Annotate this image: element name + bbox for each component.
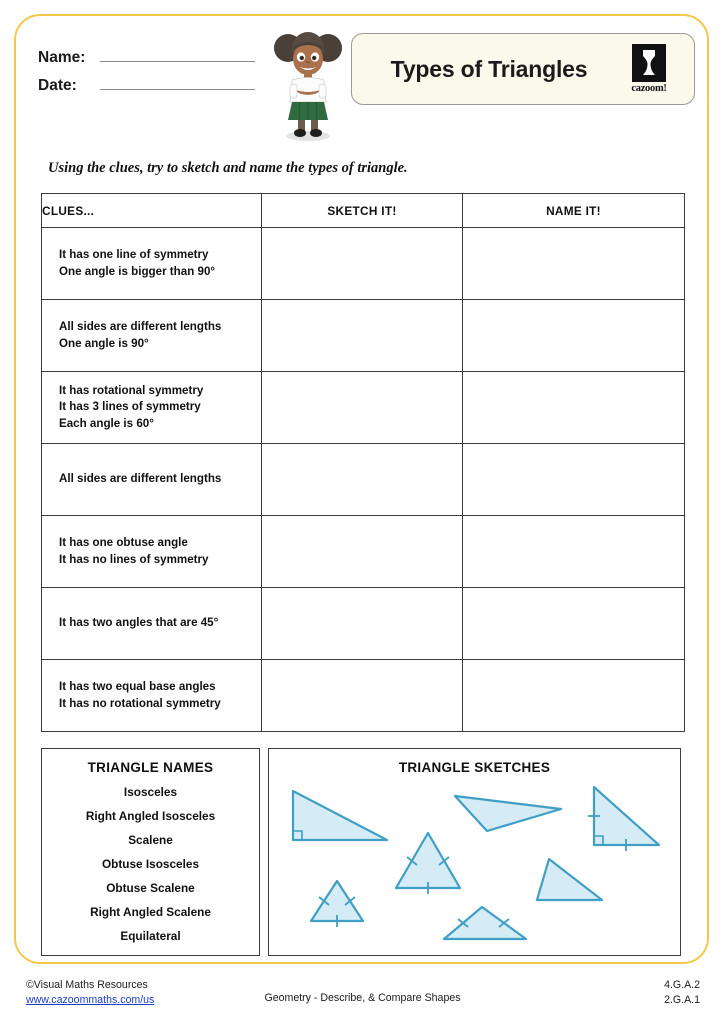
clue-line: It has two angles that are 45° — [59, 616, 219, 630]
table-row — [42, 228, 685, 300]
footer-website-link[interactable]: www.cazoommaths.com/us — [26, 994, 155, 1007]
worksheet-footer — [0, 978, 725, 1018]
column-header-name: NAME IT! — [463, 194, 685, 228]
clue-cell-1 — [42, 228, 262, 300]
cazoom-logo — [612, 40, 686, 98]
student-mascot-illustration — [266, 26, 350, 142]
triangle-scalene — [537, 859, 602, 900]
clue-line: It has rotational symmetry — [59, 383, 204, 397]
clue-cell-5 — [42, 516, 262, 588]
sketch-answer-cell-5[interactable] — [262, 516, 463, 588]
name-field-row — [38, 48, 255, 67]
triangle-name-item: Scalene — [128, 833, 173, 847]
hourglass-icon — [641, 49, 657, 77]
date-label: Date: — [38, 77, 77, 94]
clue-line: All sides are different lengths — [59, 472, 222, 486]
sketch-answer-cell-2[interactable] — [262, 300, 463, 372]
triangle-names-title: TRIANGLE NAMES — [87, 760, 214, 775]
table-row — [42, 372, 685, 444]
clue-line: It has 3 lines of symmetry — [59, 400, 201, 414]
clue-line: It has one line of symmetry — [59, 248, 209, 262]
column-header-clues: CLUES... — [42, 194, 262, 228]
triangle-sketches-box — [268, 748, 681, 956]
name-answer-cell-7[interactable] — [463, 660, 685, 732]
instruction-text: Using the clues, try to sketch and name the types of triangle. — [48, 160, 408, 176]
triangle-name-item: Obtuse Scalene — [106, 881, 195, 895]
footer-copyright: ©Visual Maths Resources — [26, 979, 148, 991]
name-answer-cell-1[interactable] — [463, 228, 685, 300]
sketch-answer-cell-1[interactable] — [262, 228, 463, 300]
clues-table — [41, 193, 685, 732]
clue-line: It has no rotational symmetry — [59, 696, 221, 710]
table-row — [42, 660, 685, 732]
table-row — [42, 300, 685, 372]
clue-line: All sides are different lengths — [59, 320, 222, 334]
standard-code-2: 2.G.A.1 — [664, 994, 700, 1007]
sketch-answer-cell-4[interactable] — [262, 444, 463, 516]
date-field-row — [38, 76, 255, 95]
cazoom-logo-text: cazoom! — [631, 83, 667, 94]
clue-line: It has two equal base angles — [59, 680, 216, 694]
sketch-answer-cell-6[interactable] — [262, 588, 463, 660]
triangle-names-box — [41, 748, 260, 956]
triangle-name-item: Right Angled Scalene — [90, 905, 211, 919]
footer-topic: Geometry - Describe, & Compare Shapes — [264, 992, 461, 1004]
triangle-name-item: Right Angled Isosceles — [85, 809, 216, 823]
triangle-sketches-title: TRIANGLE SKETCHES — [398, 760, 551, 775]
name-label: Name: — [38, 49, 86, 66]
clue-cell-4 — [42, 444, 262, 516]
clue-cell-6 — [42, 588, 262, 660]
triangle-sketches-figure — [269, 749, 681, 956]
sketch-answer-cell-7[interactable] — [262, 660, 463, 732]
triangle-right-angled-scalene — [293, 791, 387, 840]
clue-cell-7 — [42, 660, 262, 732]
page-title: Types of Triangles — [390, 55, 588, 82]
clue-line: Each angle is 60° — [59, 416, 154, 430]
name-answer-cell-5[interactable] — [463, 516, 685, 588]
triangle-name-item: Equilateral — [120, 929, 181, 943]
clue-line: One angle is 90° — [59, 336, 149, 350]
clue-line: One angle is bigger than 90° — [59, 264, 216, 278]
table-row — [42, 588, 685, 660]
cazoom-logo-mark — [632, 44, 666, 82]
triangle-names-list — [42, 785, 259, 943]
clue-line: It has one obtuse angle — [59, 536, 188, 550]
name-answer-cell-4[interactable] — [463, 444, 685, 516]
table-row — [42, 444, 685, 516]
standard-code-1: 4.G.A.2 — [664, 979, 700, 991]
triangle-name-item: Obtuse Isosceles — [101, 857, 200, 871]
title-plate — [351, 33, 695, 105]
clue-line: It has no lines of symmetry — [59, 552, 209, 566]
clue-cell-2 — [42, 300, 262, 372]
triangle-name-item: Isosceles — [123, 785, 178, 799]
sketch-answer-cell-3[interactable] — [262, 372, 463, 444]
table-header-row — [42, 194, 685, 228]
date-input-line[interactable] — [100, 76, 255, 90]
triangle-obtuse-isosceles — [444, 907, 526, 939]
worksheet-header — [14, 14, 709, 142]
name-answer-cell-6[interactable] — [463, 588, 685, 660]
clue-cell-3 — [42, 372, 262, 444]
name-answer-cell-3[interactable] — [463, 372, 685, 444]
triangle-equilateral-large — [396, 833, 460, 888]
table-row — [42, 516, 685, 588]
name-input-line[interactable] — [100, 48, 255, 62]
column-header-sketch: SKETCH IT! — [262, 194, 463, 228]
footer-standards — [664, 978, 700, 1009]
triangle-obtuse-scalene — [455, 796, 561, 831]
name-answer-cell-2[interactable] — [463, 300, 685, 372]
